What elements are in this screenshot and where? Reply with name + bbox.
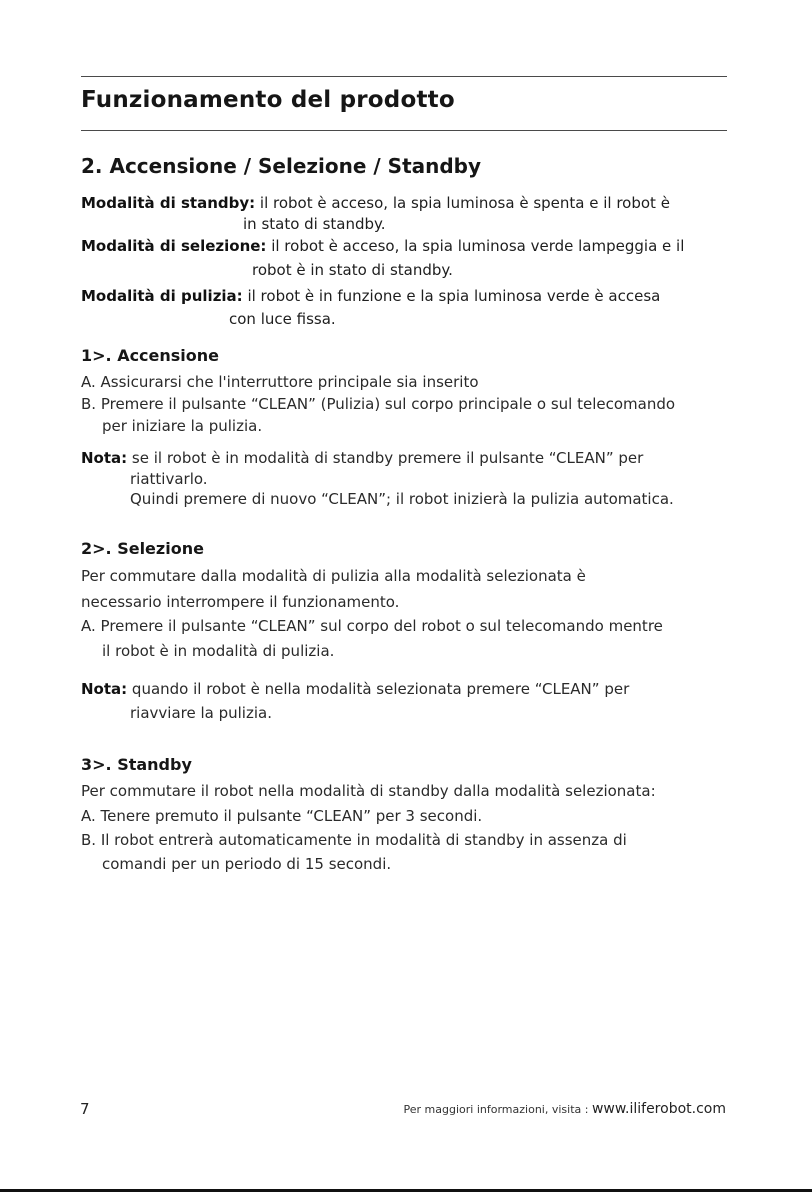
accensione-line-b2: per iniziare la pulizia. xyxy=(102,417,263,435)
accensione-note-line-3: Quindi premere di nuovo “CLEAN”; il robot inizierà la pulizia automatica. xyxy=(130,490,674,508)
mode-pulizia-label: Modalità di pulizia: xyxy=(81,287,243,305)
standby-line-b1: B. Il robot entrerà automaticamente in modalità di standby in assenza di xyxy=(81,831,627,849)
footer-info-text: Per maggiori informazioni, visita : xyxy=(403,1103,592,1116)
standby-line-a: A. Tenere premuto il pulsante “CLEAN” per 3 secondi. xyxy=(81,807,483,825)
selezione-note-line-1 xyxy=(81,679,629,699)
section-heading: 2. Accensione / Selezione / Standby xyxy=(81,154,482,178)
mode-selezione-line-1 xyxy=(81,236,684,256)
top-rule xyxy=(81,76,727,77)
page-number: 7 xyxy=(80,1100,90,1118)
accensione-note-label: Nota: xyxy=(81,449,128,467)
page-title: Funzionamento del prodotto xyxy=(81,87,455,113)
mode-pulizia-line-1 xyxy=(81,286,660,306)
selezione-line-2: necessario interrompere il funzionamento. xyxy=(81,593,400,611)
accensione-note-line-1 xyxy=(81,448,643,468)
selezione-note-text: quando il robot è nella modalità selezionata premere “CLEAN” per xyxy=(127,680,630,698)
accensione-heading: 1>. Accensione xyxy=(81,346,220,365)
selezione-line-1: Per commutare dalla modalità di pulizia alla modalità selezionata è xyxy=(81,567,586,585)
accensione-line-b1: B. Premere il pulsante “CLEAN” (Pulizia) sul corpo principale o sul telecomando xyxy=(81,395,676,413)
accensione-line-a: A. Assicurarsi che l'interruttore principale sia inserito xyxy=(81,373,479,391)
selezione-note-label: Nota: xyxy=(81,680,128,698)
mode-standby-text: il robot è acceso, la spia luminosa è spenta e il robot è xyxy=(255,194,670,212)
mode-standby-label: Modalità di standby: xyxy=(81,194,256,212)
accensione-note-text: se il robot è in modalità di standby premere il pulsante “CLEAN” per xyxy=(127,449,644,467)
mode-standby-line-1 xyxy=(81,193,670,213)
selezione-line-a2: il robot è in modalità di pulizia. xyxy=(102,642,335,660)
selezione-heading: 2>. Selezione xyxy=(81,539,204,558)
standby-heading: 3>. Standby xyxy=(81,755,192,774)
title-rule xyxy=(81,130,727,131)
mode-selezione-label: Modalità di selezione: xyxy=(81,237,267,255)
standby-line-b2: comandi per un periodo di 15 secondi. xyxy=(102,855,392,873)
mode-pulizia-text: il robot è in funzione e la spia luminosa verde è accesa xyxy=(242,287,661,305)
footer-url-link[interactable]: www.iliferobot.com xyxy=(591,1101,726,1117)
accensione-note-line-2: riattivarlo. xyxy=(130,470,208,488)
footer-info xyxy=(404,1101,726,1117)
mode-standby-line-2: in stato di standby. xyxy=(243,215,386,233)
standby-line-1: Per commutare il robot nella modalità di standby dalla modalità selezionata: xyxy=(81,782,656,800)
selezione-line-a1: A. Premere il pulsante “CLEAN” sul corpo del robot o sul telecomando mentre xyxy=(81,617,663,635)
mode-selezione-text: il robot è acceso, la spia luminosa verde lampeggia e il xyxy=(266,237,685,255)
mode-pulizia-line-2: con luce fissa. xyxy=(229,310,336,328)
mode-selezione-line-2: robot è in stato di standby. xyxy=(252,261,453,279)
selezione-note-line-2: riavviare la pulizia. xyxy=(130,704,272,722)
